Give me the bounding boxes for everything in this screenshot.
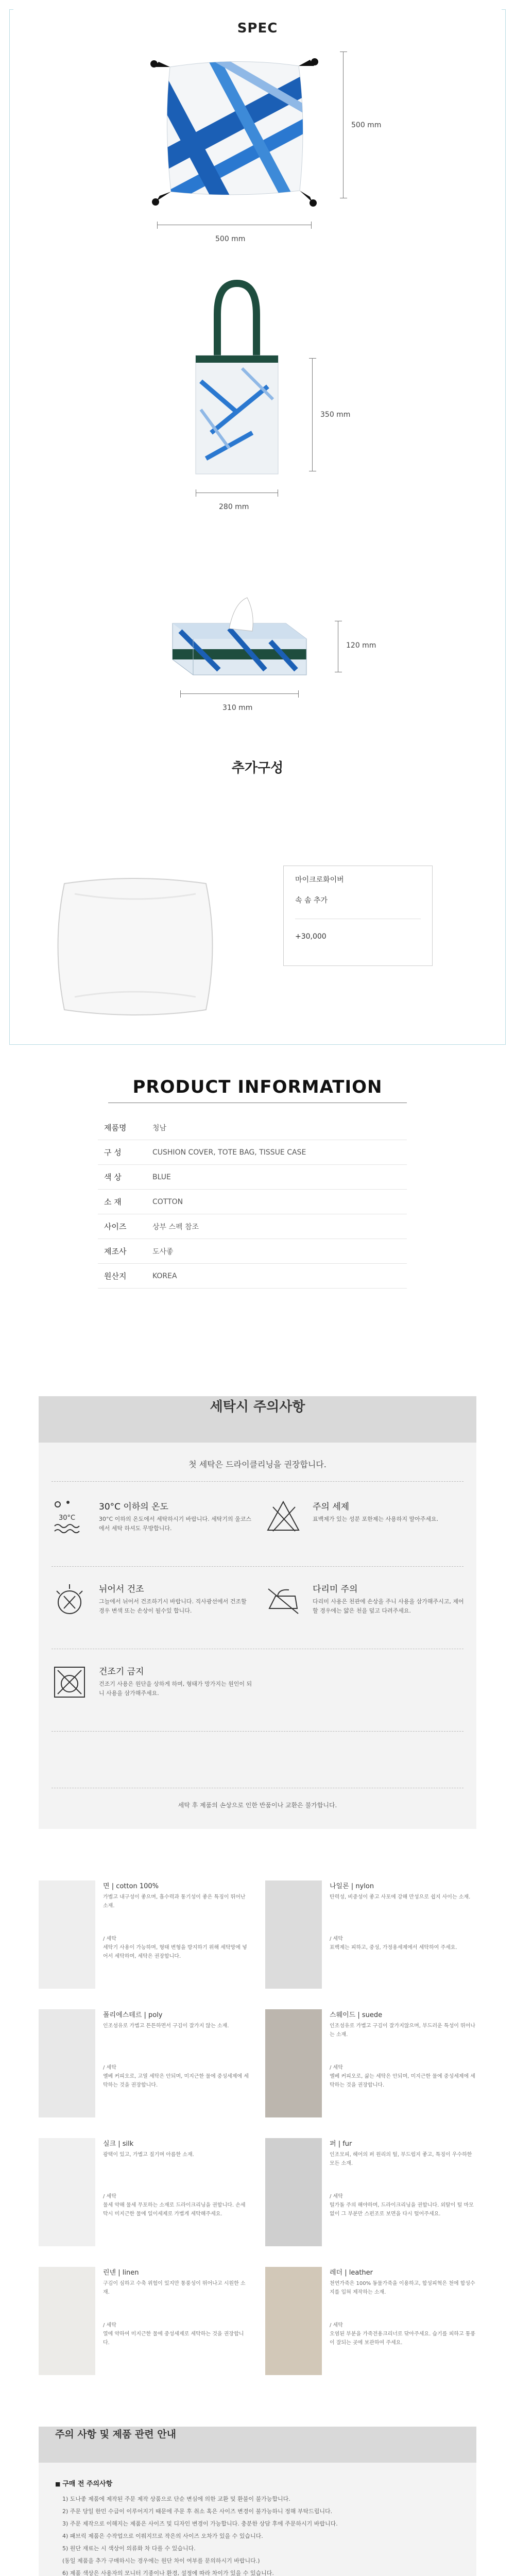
- material-swatch: [39, 1880, 95, 1989]
- divider: [52, 1731, 464, 1732]
- material-poly: [39, 2009, 255, 2123]
- care-item-detergent: [265, 1499, 471, 1556]
- cushion-image: [149, 41, 319, 211]
- care-title: 주의 세제: [313, 1502, 350, 1512]
- material-nylon: [265, 1880, 482, 1994]
- material-desc: 탄력성, 비중성이 좋고 사포에 강해 만성으로 쉽지 사이는 소재.: [330, 1894, 471, 1900]
- tissue-width-label: 310 mm: [222, 704, 253, 712]
- product-info-row: [98, 1214, 407, 1239]
- tissue-height-label: 120 mm: [346, 641, 376, 650]
- tote-height-line: [309, 358, 316, 471]
- product-info-row: [98, 1165, 407, 1190]
- extra-title: 추가구성: [231, 760, 284, 776]
- divider: [52, 1481, 464, 1482]
- material-desc: 가볍고 내구성이 좋으며, 흡수력과 통기성이 좋은 특징이 뛰어난 소재.: [103, 1894, 246, 1909]
- material-care: / 세탁 옐베 커피오로, 삶는 세탁은 안되며, 미지근한 물에 중성세제에 세탁하는 것을 권장합니다.: [330, 2065, 475, 2088]
- info-key: 제조사: [104, 1247, 127, 1256]
- spec-title: SPEC: [237, 21, 278, 36]
- material-care: / 세탁 물세 약해 물세 무포하는 소재로 드라이크리닝을 권합니다. 손세탁시 미지근한 물에 일이세제로 가볍게 세탁해주세요.: [103, 2194, 246, 2217]
- option-box[interactable]: [283, 866, 433, 966]
- info-value: KOREA: [152, 1272, 177, 1280]
- material-suede: [265, 2009, 482, 2123]
- care-desc: 표백제가 있는 성분 포한제는 사용하지 말아주세요.: [313, 1516, 439, 1522]
- washing-title: 세탁시 주의사항: [39, 1396, 476, 1443]
- info-value: 청남: [152, 1124, 167, 1132]
- material-desc: 구김이 심하고 수축 위험이 있지만 통풍성이 뛰어나고 시원한 소재.: [103, 2281, 246, 2295]
- cushion-height-label: 500 mm: [351, 121, 382, 129]
- info-key: 색 상: [104, 1173, 122, 1182]
- notice-line: 4) 패브릭 제품은 수작업으로 이뤄지므로 작은의 사이즈 오차가 있을 수 있습니다.: [62, 2533, 263, 2539]
- washing-footer: 세탁 후 제품의 손상으로 인한 반품이나 교환은 불가합니다.: [178, 1802, 337, 1809]
- care-item-no-dryer: [52, 1664, 258, 1721]
- option-detail: 속 솜 추가: [295, 896, 328, 905]
- tote-width-label: 280 mm: [219, 503, 249, 511]
- care-item-iron: [265, 1582, 471, 1638]
- info-value: CUSHION COVER, TOTE BAG, TISSUE CASE: [152, 1148, 306, 1157]
- material-swatch: [265, 2138, 322, 2246]
- material-swatch: [265, 1880, 322, 1989]
- material-swatch: [39, 2267, 95, 2375]
- notice-line: 2) 주문 당일 한민 수급이 이루어지기 때문에 주문 후 취소 혹은 사이즈 변경이 불가능하니 정해 부탁드립니다.: [62, 2508, 333, 2515]
- info-key: 제품명: [104, 1123, 127, 1132]
- material-leather: [265, 2267, 482, 2380]
- care-title: 30°C 이하의 온도: [99, 1502, 168, 1512]
- notice-line: 6) 제품 색상은 사용자의 모니터 기종이나 환경, 설정에 따라 차이가 있을 수 있습니다.: [62, 2570, 274, 2576]
- material-desc: 인조모피, 헤어의 퍼 원리의 털, 부드럽지 좋고, 특징이 우수하한 모든 소재.: [330, 2152, 472, 2166]
- option-price: +30,000: [295, 933, 327, 941]
- washing-lead: 첫 세탁은 드라이클리닝을 권장합니다.: [188, 1460, 327, 1469]
- care-title: 다리미 주의: [313, 1584, 358, 1595]
- option-name: 마이크로화이버: [295, 876, 344, 884]
- material-linen: [39, 2267, 255, 2380]
- care-title: 건조기 금지: [99, 1667, 144, 1677]
- material-swatch: [265, 2009, 322, 2117]
- material-desc: 천연가죽은 100% 동물가죽을 이용하고, 합성피혁은 천에 합성수지를 입혀 제작하는 소재.: [330, 2281, 475, 2295]
- tissue-case-image: [162, 592, 317, 685]
- product-info-row: [98, 1140, 407, 1165]
- info-key: 구 성: [104, 1148, 122, 1157]
- cushion-width-label: 500 mm: [215, 235, 246, 243]
- material-desc: 인조섬유로 가볍고 구김이 잘가지않으며, 부드러운 특성이 뛰어나는 소재.: [330, 2023, 476, 2038]
- notice-section-before-purchase: [55, 2478, 462, 2576]
- care-item-wash-temp: [52, 1499, 258, 1556]
- cushion-width-line: [157, 222, 312, 229]
- care-item-dry-flat: [52, 1582, 258, 1638]
- care-desc: 건조기 사용은 원단을 상하게 하며, 형태가 망가지는 원인이 되니 사용을 삼가해주세요.: [99, 1681, 252, 1697]
- notice-title: 주의 사항 및 제품 관련 안내: [39, 2427, 476, 2463]
- tote-bag-image: [180, 278, 294, 479]
- notice-line: 3) 주문 제작으로 이해지는 제품은 사이즈 및 디자인 변경이 가능합니다. 충분한 상담 후에 주문하시기 바랍니다.: [62, 2520, 338, 2527]
- dry-flat-shade-icon: [52, 1582, 88, 1618]
- material-care: / 세탁 털가돌 주의 해야하며, 드라이크리닝을 권합니다. 외탈이 털 마모없이 그 부분만 스펀조로 보면을 다시 털어주세요.: [330, 2194, 474, 2217]
- material-care: / 세탁 세탁기 사용이 가능하며, 형태 변형을 방지하기 위해 세탁망에 넣어서 세탁하며, 세탁은 권장합니다.: [103, 1936, 247, 1959]
- notice-section-head: ■ 구매 전 주의사항: [55, 2478, 462, 2488]
- care-desc: 다리미 사용은 천관에 손상을 주니 사용을 삼가해주시고, 제어 할 경우에는 얇은 천을 덮고 다려주세요.: [313, 1598, 464, 1614]
- product-info-table: [98, 1115, 407, 1289]
- notice-line: 1) 도나좋 제품에 제작된 주문 제작 상품으로 단순 변심에 의한 교환 및 환불이 불가능합니다.: [62, 2496, 290, 2502]
- cushion-height-line: [340, 52, 347, 198]
- material-name: 폴리에스테르 | poly: [103, 2011, 163, 2019]
- info-key: 사이즈: [104, 1222, 127, 1231]
- product-info-title: PRODUCT INFORMATION: [132, 1077, 383, 1097]
- no-iron-icon: [265, 1582, 301, 1618]
- wash-temp-badge: 30°C: [59, 1514, 76, 1522]
- material-name: 퍼 | fur: [330, 2140, 352, 2148]
- divider: [52, 1566, 464, 1567]
- cushion-insert-image: [44, 863, 227, 1028]
- info-key: 소 재: [104, 1197, 122, 1207]
- product-info-row: [98, 1190, 407, 1214]
- product-info-row: [98, 1115, 407, 1140]
- material-swatch: [39, 2009, 95, 2117]
- material-care: / 세탁 옐베 커피오로, 고열 세탁은 안되며, 미지근한 물에 중성세제에 세탁하는 것을 권장합니다.: [103, 2065, 249, 2088]
- tissue-width-line: [180, 690, 299, 698]
- tote-width-line: [196, 489, 278, 497]
- notice-line: 5) 원단 재료는 시 색상이 의류화 차 다를 수 있습니다.: [62, 2545, 196, 2552]
- info-value: BLUE: [152, 1173, 171, 1181]
- care-desc: 30°C 이하의 온도에서 세탁하시기 바랍니다. 세탁기의 울코스에서 세탁 하셔도 무방합니다.: [99, 1516, 252, 1532]
- material-name: 나일론 | nylon: [330, 1883, 374, 1890]
- product-info-row: [98, 1264, 407, 1289]
- material-care: / 세탁 표백제는 피하고, 중성, 가정용세제에서 세탁하여 주세요.: [330, 1936, 457, 1951]
- product-info-row: [98, 1239, 407, 1264]
- material-care: / 세탁 열에 약하여 미지근한 물에 중성세제로 세탁하는 것을 권장합니다.: [103, 2323, 244, 2346]
- material-desc: 광택이 있고, 가볍고 질기며 아름한 소재.: [103, 2152, 194, 2158]
- no-bleach-icon: [265, 1499, 301, 1535]
- material-name: 린넨 | linen: [103, 2269, 139, 2277]
- tote-height-label: 350 mm: [320, 411, 351, 419]
- info-value: 도사좋: [152, 1247, 174, 1256]
- material-swatch: [39, 2138, 95, 2246]
- tissue-height-line: [335, 621, 342, 672]
- material-swatch: [265, 2267, 322, 2375]
- material-fur: [265, 2138, 482, 2251]
- material-desc: 인조섬유로 가볍고 튼튼하면서 구김이 잘가지 않는 소재.: [103, 2023, 229, 2029]
- info-value: COTTON: [152, 1197, 183, 1206]
- no-tumble-dry-icon: [52, 1664, 88, 1700]
- material-name: 실크 | silk: [103, 2140, 134, 2148]
- material-name: 스웨이드 | suede: [330, 2011, 383, 2019]
- care-title: 뉘어서 건조: [99, 1584, 144, 1595]
- material-name: 레더 | leather: [330, 2269, 373, 2277]
- info-key: 원산지: [104, 1272, 127, 1281]
- info-value: 상부 스펙 참조: [152, 1223, 199, 1231]
- notice-panel: [39, 2427, 476, 2576]
- material-name: 면 | cotton 100%: [103, 1883, 159, 1890]
- material-cotton: [39, 1880, 255, 1994]
- notice-line: (동일 제품을 추가 구매하시는 경우에는 원단 차이 여부를 문의하시기 바랍니다.): [62, 2557, 260, 2564]
- washing-caution-panel: [39, 1396, 476, 1829]
- material-silk: [39, 2138, 255, 2251]
- care-desc: 그늘에서 뉘어서 건조하기시 바랍니다. 직사광선에서 건조할 경우 변색 또는 손상이 될수있 합니다.: [99, 1598, 247, 1614]
- wash-30-icon: [52, 1499, 88, 1535]
- material-care: / 세탁 오염된 부분을 가죽전용크리너로 닦아주세요. 습기를 피하고 통풍이 잘되는 곳에 보관하여 주세요.: [330, 2323, 476, 2346]
